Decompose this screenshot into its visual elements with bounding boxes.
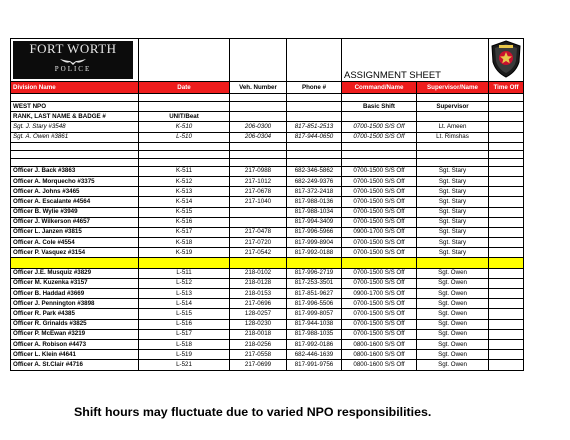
phone-number: 817-944-1038 [287,319,342,329]
person-name: Officer A. St.Clair #4716 [11,360,139,370]
phone-number: 817-996-2719 [287,268,342,278]
k-group-rows [11,166,524,268]
person-name: Officer R. Grinalds #3825 [11,319,139,329]
shift-hours: 0700-1500 S/S Off [342,207,417,217]
col-veh: Veh. Number [230,82,287,94]
blank-row [11,158,524,166]
blank-row [11,142,524,150]
rank-header-row [11,112,524,122]
shift-hours: 0700-1500 S/S Off [342,122,417,132]
supervisor-name: Sgt. Owen [417,299,489,309]
shift-hours: 0700-1500 S/S Off [342,309,417,319]
vehicle-number: 218-0153 [230,289,287,299]
table-row [11,187,524,197]
shift-hours: 0700-1500 S/S Off [342,166,417,176]
unit-beat: K-519 [139,248,230,258]
l-group-rows [11,268,524,370]
shift-hours: 0700-1500 S/S Off [342,319,417,329]
table-row [11,289,524,299]
person-name: Sgt. J. Stary #3548 [11,122,139,132]
person-name: Officer P. Vasquez #3154 [11,248,139,258]
time-off [489,122,524,132]
table-row [11,227,524,237]
vehicle-number: 217-0696 [230,299,287,309]
table-row [11,176,524,186]
supervisor-name: Sgt. Owen [417,339,489,349]
table-row [11,207,524,217]
person-name: Officer L. Janzen #3815 [11,227,139,237]
person-name: Officer L. Klein #4641 [11,350,139,360]
title-cell [342,39,489,82]
spacer-row [11,94,524,102]
unit-beat: K-512 [139,176,230,186]
time-off [489,289,524,299]
supervisor-name: Sgt. Owen [417,329,489,339]
shift-hours: 0800-1600 S/S Off [342,350,417,360]
vehicle-number: 218-0102 [230,268,287,278]
vehicle-number: 217-0678 [230,187,287,197]
table-row [11,197,524,207]
supervisor-name: Sgt. Stary [417,176,489,186]
unit-beat: L-518 [139,339,230,349]
person-name: Sgt. A. Owen #3861 [11,132,139,142]
supervisor-name: Sgt. Owen [417,268,489,278]
vehicle-number [230,207,287,217]
vehicle-number: 217-0720 [230,238,287,248]
time-off [489,227,524,237]
shift-hours: 0700-1500 S/S Off [342,299,417,309]
shift-hours: 0700-1500 S/S Off [342,329,417,339]
phone-number: 817-999-8904 [287,238,342,248]
unit-beat: L-515 [139,309,230,319]
phone-number: 817-992-0186 [287,339,342,349]
supervisor-label: Supervisor [417,102,489,112]
unit-beat: K-518 [139,238,230,248]
vehicle-number: 128-0257 [230,309,287,319]
time-off [489,238,524,248]
unit-beat: K-516 [139,217,230,227]
phone-number: 817-372-2418 [287,187,342,197]
logo-line2: POLICE [54,65,92,73]
shift-hours: 0700-1500 S/S Off [342,132,417,142]
unit-beat: K-511 [139,166,230,176]
unit-beat: K-515 [139,207,230,217]
unit-beat: L-512 [139,278,230,288]
shift-hours: 0700-1500 S/S Off [342,278,417,288]
supervisor-name: Sgt. Owen [417,289,489,299]
table-row [11,132,524,142]
col-division: Division Name [11,82,139,94]
col-timeoff: Time Off [489,82,524,94]
person-name: Officer A. Robison #4473 [11,339,139,349]
time-off [489,248,524,258]
table-row [11,350,524,360]
phone-number: 817-851-9627 [287,289,342,299]
time-off [489,132,524,142]
supervisor-name: Sgt. Stary [417,197,489,207]
shift-hours: 0700-1500 S/S Off [342,238,417,248]
time-off [489,176,524,186]
person-name: Officer J.E. Musquiz #3829 [11,268,139,278]
shift-hours: 0700-1500 S/S Off [342,248,417,258]
person-name: Officer A. Escalante #4564 [11,197,139,207]
table-row [11,122,524,132]
supervisor-name: Sgt. Stary [417,207,489,217]
phone-number: 817-944-0650 [287,132,342,142]
table-row [11,319,524,329]
time-off [489,278,524,288]
vehicle-number: 217-0478 [230,227,287,237]
table-row [11,238,524,248]
unit-beat: L-519 [139,350,230,360]
supervisor-name: Sgt. Stary [417,217,489,227]
time-off [489,309,524,319]
shift-hours: 0800-1600 S/S Off [342,360,417,370]
shift-hours: 0700-1500 S/S Off [342,197,417,207]
supervisor-name: Sgt. Owen [417,360,489,370]
supervisor-name: Sgt. Owen [417,319,489,329]
unit-beat: L-511 [139,268,230,278]
vehicle-number: 206-0300 [230,122,287,132]
supervisor-name: Sgt. Stary [417,248,489,258]
person-name: Officer A. Morquecho #3375 [11,176,139,186]
shift-hours: 0700-1500 S/S Off [342,268,417,278]
person-name: Officer M. Kuzenka #3157 [11,278,139,288]
time-off [489,187,524,197]
supervisor-name: Sgt. Owen [417,350,489,360]
unit-beat: K-513 [139,187,230,197]
logo-line1: FORT WORTH [29,41,117,56]
vehicle-number: 217-0988 [230,166,287,176]
column-header-row [11,82,524,94]
unit-beat: L-514 [139,299,230,309]
col-command: Command/Name [342,82,417,94]
vehicle-number: 217-0558 [230,350,287,360]
table-row [11,299,524,309]
person-name: Officer B. Haddad #3669 [11,289,139,299]
supervisor-name: Sgt. Stary [417,187,489,197]
time-off [489,350,524,360]
supervisor-name: Sgt. Owen [417,278,489,288]
supervisor-name: Lt. Rimshas [417,132,489,142]
unit-header: UNIT/Beat [139,112,230,122]
badge-cell [489,39,524,82]
table-row [11,278,524,288]
phone-number: 817-992-0188 [287,248,342,258]
footer-note: Shift hours may fluctuate due to varied NPO responsibilities. [74,405,432,419]
police-badge-icon [490,40,522,78]
shift-hours: 0700-1500 S/S Off [342,187,417,197]
shift-hours: 0700-1500 S/S Off [342,217,417,227]
unit-beat: L-517 [139,329,230,339]
col-phone: Phone # [287,82,342,94]
highlight-separator-row [11,258,524,268]
time-off [489,217,524,227]
time-off [489,197,524,207]
phone-number: 682-446-1639 [287,350,342,360]
blank-cell [230,39,287,82]
person-name: Officer A. Cole #4554 [11,238,139,248]
blank-cell [139,39,230,82]
phone-number: 682-346-5862 [287,166,342,176]
vehicle-number: 206-0304 [230,132,287,142]
phone-number: 682-249-9376 [287,176,342,186]
unit-beat: L-513 [139,289,230,299]
vehicle-number: 218-0256 [230,339,287,349]
person-name: Officer B. Wylie #3949 [11,207,139,217]
table-row [11,166,524,176]
supervisor-name: Lt. Ameen [417,122,489,132]
supervisor-name: Sgt. Owen [417,309,489,319]
phone-number: 817-991-9756 [287,360,342,370]
time-off [489,360,524,370]
vehicle-number: 128-0230 [230,319,287,329]
person-name: Officer J. Pennington #3898 [11,299,139,309]
vehicle-number: 217-1012 [230,176,287,186]
phone-number: 817-851-2513 [287,122,342,132]
unit-beat: L-521 [139,360,230,370]
shift-hours: 0800-1600 S/S Off [342,339,417,349]
table-row [11,309,524,319]
table-row [11,360,524,370]
phone-number: 817-988-0136 [287,197,342,207]
phone-number: 817-996-5966 [287,227,342,237]
supervisor-name: Sgt. Stary [417,166,489,176]
vehicle-number: 218-0018 [230,329,287,339]
unit-beat: K-514 [139,197,230,207]
vehicle-number: 217-0699 [230,360,287,370]
person-name: Officer P. McEwan #3219 [11,329,139,339]
sergeant-rows [11,122,524,166]
table-row [11,248,524,258]
shift-hours: 0700-1500 S/S Off [342,176,417,186]
assignment-sheet-table [10,38,524,371]
section-row [11,102,524,112]
phone-number: 817-988-1034 [287,207,342,217]
phone-number: 817-994-3409 [287,217,342,227]
time-off [489,207,524,217]
unit-beat: K-510 [139,122,230,132]
unit-beat: K-517 [139,227,230,237]
phone-number: 817-253-3501 [287,278,342,288]
shift-hours: 0900-1700 S/S Off [342,227,417,237]
time-off [489,329,524,339]
person-name: Officer A. Johns #3465 [11,187,139,197]
vehicle-number: 217-1040 [230,197,287,207]
person-name: Officer J. Back #3863 [11,166,139,176]
table-row [11,339,524,349]
person-name: Officer R. Park #4385 [11,309,139,319]
rank-header: RANK, LAST NAME & BADGE # [11,112,139,122]
table-row [11,217,524,227]
time-off [489,166,524,176]
shift-hours: 0900-1700 S/S Off [342,289,417,299]
supervisor-name: Sgt. Stary [417,238,489,248]
unit-beat: L-516 [139,319,230,329]
col-supervisor: Supervisor/Name [417,82,489,94]
time-off [489,319,524,329]
col-date: Date [139,82,230,94]
phone-number: 817-988-1035 [287,329,342,339]
logo-cell [11,39,139,82]
sheet-title: ASSIGNMENT SHEET [344,70,441,81]
time-off [489,339,524,349]
fort-worth-police-logo [13,41,133,79]
supervisor-name: Sgt. Stary [417,227,489,237]
basic-shift-label: Basic Shift [342,102,417,112]
time-off [489,299,524,309]
blank-row [11,150,524,158]
person-name: Officer J. Wilkerson #4657 [11,217,139,227]
time-off [489,268,524,278]
table-row [11,268,524,278]
table-row [11,329,524,339]
blank-cell [287,39,342,82]
vehicle-number: 218-0128 [230,278,287,288]
phone-number: 817-996-5506 [287,299,342,309]
vehicle-number [230,217,287,227]
phone-number: 817-999-8057 [287,309,342,319]
section-name: WEST NPO [11,102,139,112]
vehicle-number: 217-0542 [230,248,287,258]
unit-beat: L-510 [139,132,230,142]
header-logo-row [11,39,524,82]
